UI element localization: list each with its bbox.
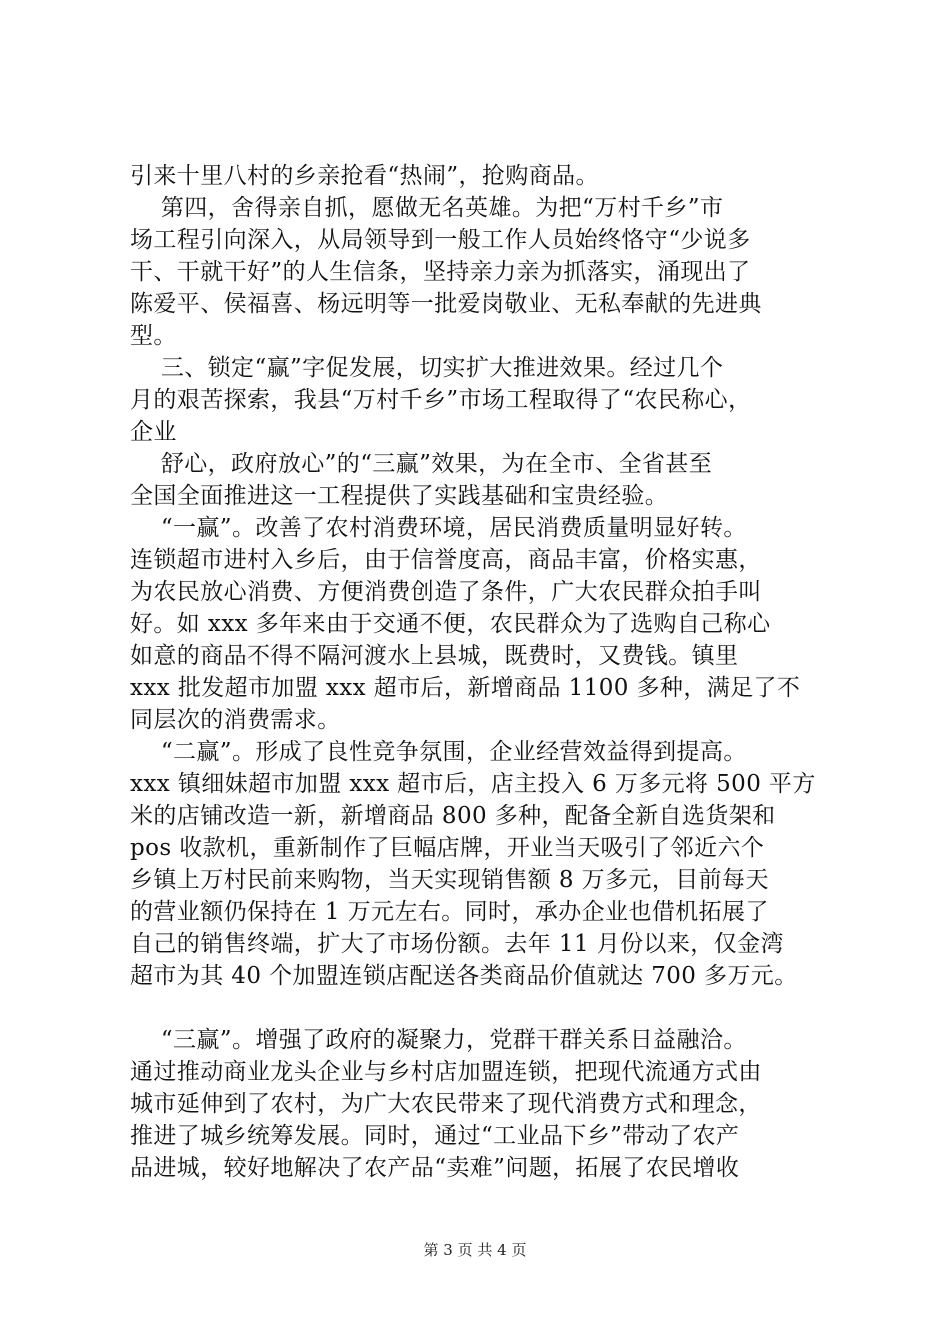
text-line: 推进了城乡统筹发展。同时，通过“工业品下乡”带动了农产	[130, 1123, 740, 1149]
text-line: xxx 批发超市加盟 xxx 超市后，新增商品 1100 多种，满足了不	[130, 675, 801, 701]
text-line: 干、干就干好”的人生信条，坚持亲力亲为抓落实，涌现出了	[130, 259, 751, 285]
text-line: “三赢”。增强了政府的凝聚力，党群干群关系日益融洽。	[130, 1027, 747, 1053]
text-line: 好。如 xxx 多年来由于交通不便，农民群众为了选购自己称心	[130, 611, 771, 637]
text-line: 第四，舍得亲自抓，愿做无名英雄。为把“万村千乡”市	[130, 195, 724, 221]
text-line: 型。	[130, 323, 177, 349]
text-line: 全国全面推进这一工程提供了实践基础和宝贵经验。	[130, 483, 669, 509]
text-line: 舒心，政府放心”的“三赢”效果，为在全市、全省甚至	[130, 451, 713, 477]
text-line: “二赢”。形成了良性竞争氛围，企业经营效益得到提高。	[130, 739, 747, 765]
text-line: pos 收款机，重新制作了巨幅店牌，开业当天吸引了邻近六个	[130, 835, 765, 861]
text-line: 的营业额仍保持在 1 万元左右。同时，承办企业也借机拓展了	[130, 899, 769, 925]
text-line: 引来十里八村的乡亲抢看“热闹”，抢购商品。	[130, 163, 599, 189]
text-line: 同层次的消费需求。	[130, 707, 341, 733]
text-line: xxx 镇细妹超市加盟 xxx 超市后，店主投入 6 万多元将 500 平方	[130, 771, 816, 797]
text-line: 月的艰苦探索，我县“万村千乡”市场工程取得了“农民称心，	[130, 387, 752, 413]
text-line: 如意的商品不得不隔河渡水上县城，既费时，又费钱。镇里	[130, 643, 739, 669]
text-line: 三、锁定“赢”字促发展，切实扩大推进效果。经过几个	[130, 355, 724, 381]
page-footer: 第 3 页 共 4 页	[423, 1241, 527, 1259]
document-body	[130, 160, 830, 1184]
text-line: 超市为其 40 个加盟连锁店配送各类商品价值就达 700 多万元。	[130, 963, 798, 989]
text-line: 乡镇上万村民前来购物，当天实现销售额 8 万多元，目前每天	[130, 867, 769, 893]
text-line: 连锁超市进村入乡后，由于信誉度高，商品丰富，价格实惠，	[130, 547, 762, 573]
text-line: “一赢”。改善了农村消费环境，居民消费质量明显好转。	[130, 515, 747, 541]
text-line: 自己的销售终端，扩大了市场份额。去年 11 月份以来，仅金湾	[130, 931, 784, 957]
text-line: 为农民放心消费、方便消费创造了条件，广大农民群众拍手叫	[130, 579, 762, 605]
text-line: 企业	[130, 419, 177, 445]
text-line: 陈爱平、侯福喜、杨远明等一批爱岗敬业、无私奉献的先进典	[130, 291, 762, 317]
text-line: 米的店铺改造一新，新增商品 800 多种，配备全新自选货架和	[130, 803, 776, 829]
text-line: 场工程引向深入，从局领导到一般工作人员始终恪守“少说多	[130, 227, 751, 253]
text-line: 城市延伸到了农村，为广大农民带来了现代消费方式和理念，	[130, 1091, 762, 1117]
text-line: 通过推动商业龙头企业与乡村店加盟连锁，把现代流通方式由	[130, 1059, 762, 1085]
text-line: 品进城，较好地解决了农产品“卖难”问题，拓展了农民增收	[130, 1155, 740, 1181]
blank-line	[130, 992, 830, 1024]
